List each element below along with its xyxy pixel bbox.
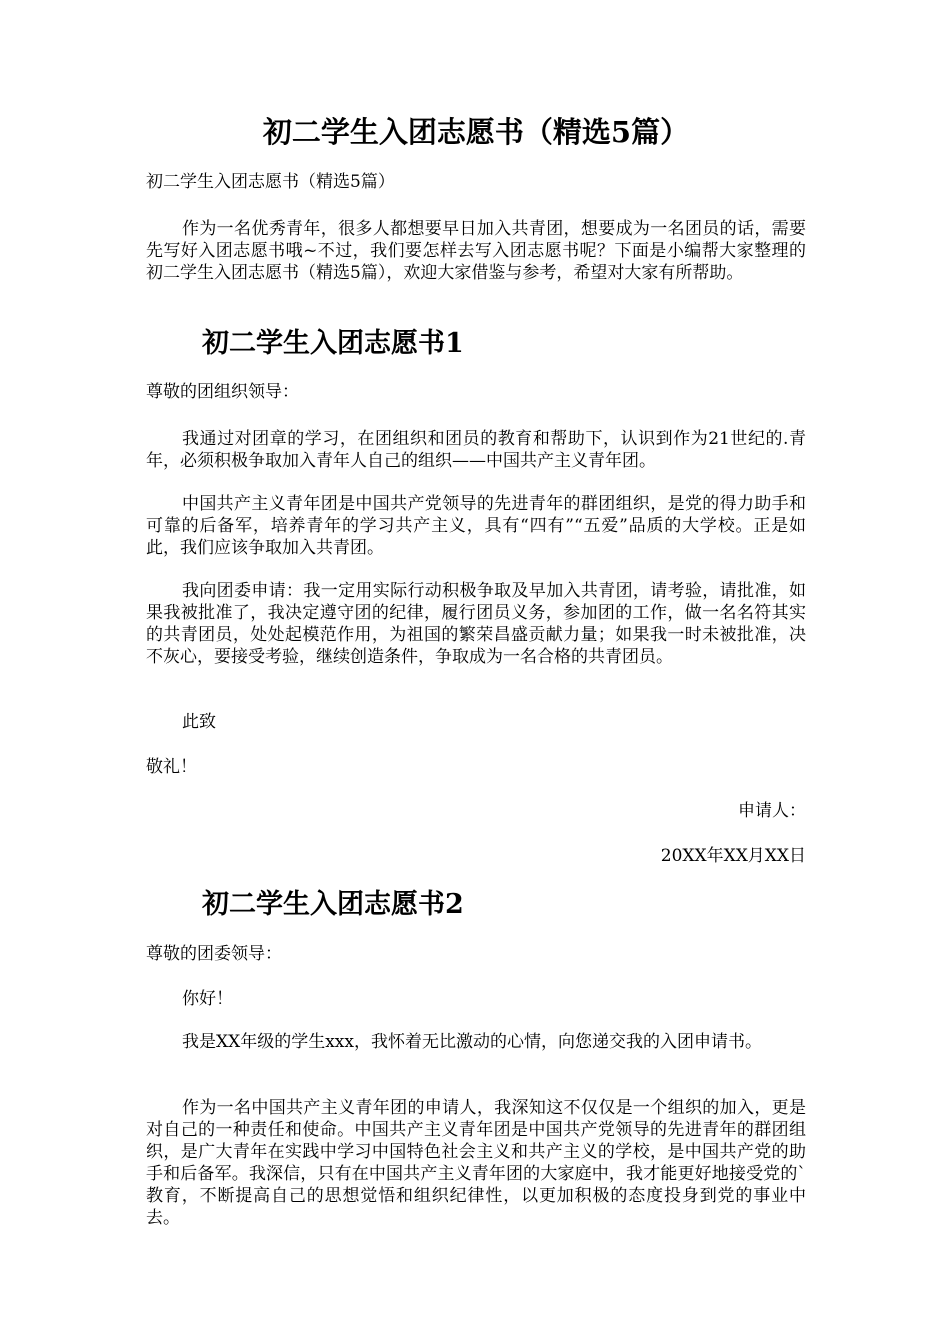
section-1-heading: 初二学生入团志愿书1 <box>202 328 464 359</box>
intro-paragraph: 作为一名优秀青年，很多人都想要早日加入共青团，想要成为一名团员的话，需要先写好入团志愿书哦~不过，我们要怎样去写入团志愿书呢？下面是小编帮大家整理的初二学生入团志愿书（精选5篇），欢迎大家借鉴与参考，希望对大家有所帮助。 <box>146 219 806 283</box>
section-1-paragraph-1: 我通过对团章的学习，在团组织和团员的教育和帮助下，认识到作为21世纪的.青年，必须积极争取加入青年人自己的组织——中国共产主义青年团。 <box>146 429 806 471</box>
section-2-greeting: 你好！ <box>182 989 233 1009</box>
section-2-paragraph-1: 我是XX年级的学生xxx，我怀着无比激动的心情，向您递交我的入团申请书。 <box>182 1032 762 1052</box>
section-1-salutation: 尊敬的团组织领导： <box>146 382 299 402</box>
section-1-applicant: 申请人： <box>738 801 806 821</box>
section-1-date: 20XX年XX月XX日 <box>660 846 806 866</box>
section-2-paragraph-2: 作为一名中国共产主义青年团的申请人，我深知这不仅仅是一个组织的加入，更是对自己的一种责任和使命。中国共产主义青年团是中国共产党领导的先进青年的群团组织，是广大青年在实践中学习中国特色社会主义和共产主义的学校，是中国共产党的助手和后备军。我深信，只有在中国共产主义青年团的大家庭中，我才能更好地接受党的`教育，不断提高自己的思想觉悟和组织纪律性，以更加积极的态度投身到党的事业中去。 <box>146 1098 806 1228</box>
section-1-closing-2: 敬礼！ <box>146 757 197 777</box>
subtitle: 初二学生入团志愿书（精选5篇） <box>146 172 395 192</box>
section-1-closing-1: 此致 <box>182 712 216 732</box>
section-1-paragraph-2: 中国共产主义青年团是中国共产党领导的先进青年的群团组织，是党的得力助手和可靠的后备军，培养青年的学习共产主义，具有“四有”“五爱”品质的大学校。正是如此，我们应该争取加入共青团。 <box>146 494 806 558</box>
section-1-paragraph-3: 我向团委申请：我一定用实际行动积极争取及早加入共青团，请考验，请批准，如果我被批准了，我决定遵守团的纪律，履行团员义务，参加团的工作，做一名名符其实的共青团员，处处起模范作用，为祖国的繁荣昌盛贡献力量；如果我一时未被批准，决不灰心，要接受考验，继续创造条件，争取成为一名合格的共青团员。 <box>146 581 806 667</box>
page-title: 初二学生入团志愿书（精选5篇） <box>262 115 690 149</box>
section-2-salutation: 尊敬的团委领导： <box>146 944 282 964</box>
section-2-heading: 初二学生入团志愿书2 <box>202 889 464 920</box>
